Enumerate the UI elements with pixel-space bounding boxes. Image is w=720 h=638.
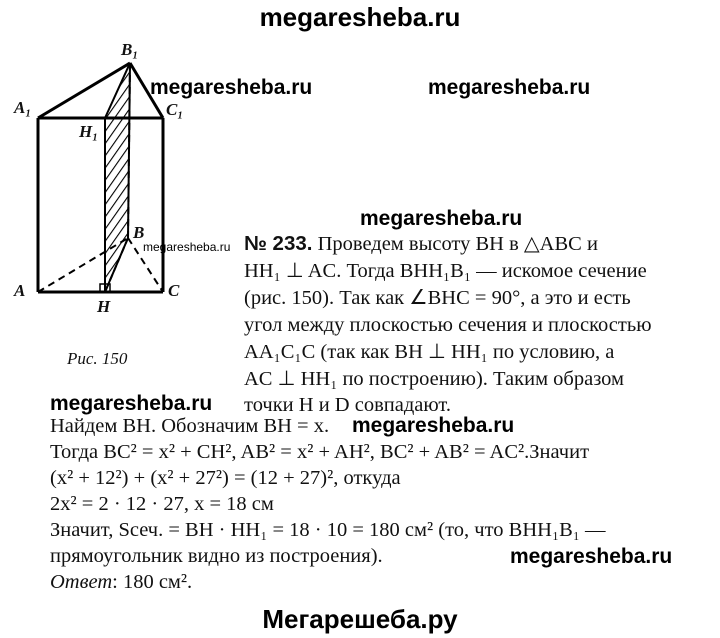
watermark-small: megaresheba.ru — [143, 240, 231, 254]
watermark-left-lower: megaresheba.ru — [50, 392, 213, 415]
problem-line-3: (рис. 150). Так как ∠BHC = 90°, а это и есть — [244, 287, 631, 309]
problem-line-5: AA₁C₁C (так как BH ⊥ HH₁ по условию, а — [244, 341, 615, 363]
label-b: B — [133, 223, 145, 242]
watermark-mid-left: megaresheba.ru — [150, 76, 313, 99]
watermark-bottom-right: megaresheba.ru — [510, 545, 673, 568]
figure-caption: Рис. 150 — [67, 349, 128, 368]
problem-line-7: точки H и D совпадают. — [244, 394, 451, 416]
solution-line-5: Значит, Sсеч. = BH · HH₁ = 18 · 10 = 180 см² (то, что BHH₁B₁ — — [50, 519, 606, 541]
label-h1: H₁ — [79, 122, 99, 141]
solution-line-4: 2x² = 2 · 12 · 27, x = 18 см — [50, 493, 274, 515]
solution-line-1: Найдем BH. Обозначим BH = x. — [50, 415, 330, 437]
watermark-mid-right: megaresheba.ru — [428, 76, 591, 99]
label-a1: A₁ — [14, 98, 32, 117]
watermark-right-lower: megaresheba.ru — [352, 414, 515, 437]
label-c: C — [168, 281, 180, 300]
problem-line-1 — [244, 232, 598, 256]
watermark-center: megaresheba.ru — [360, 207, 523, 230]
label-c1: C₁ — [166, 100, 184, 119]
answer-line — [50, 570, 192, 594]
solution-line-3: (x² + 12²) + (x² + 27²) = (12 + 27)², откуда — [50, 467, 401, 489]
problem-number: № 233. — [244, 232, 313, 255]
watermark-bottom: Мегарешеба.ру — [262, 604, 458, 634]
problem-line-4: угол между плоскостью сечения и плоскостью — [244, 314, 652, 336]
solution-line-2: Тогда BC² = x² + CH², AB² = x² + AH², BC² + AB² = AC².Значит — [50, 441, 590, 463]
problem-line-2: HH₁ ⊥ AC. Тогда BHH₁B₁ — искомое сечение — [244, 260, 647, 282]
watermark-top: megaresheba.ru — [259, 2, 461, 32]
solution-line-6: прямоугольник видно из построения). — [50, 545, 383, 567]
label-a: A — [14, 281, 26, 300]
label-b1: B₁ — [121, 40, 139, 59]
problem-line-6: AC ⊥ HH₁ по построению). Таким образом — [244, 368, 625, 390]
label-h: H — [97, 297, 111, 316]
answer-label: Ответ — [50, 571, 113, 593]
answer-value: : 180 см². — [112, 571, 193, 593]
section-polygon — [105, 63, 130, 292]
problem-line-1-text: Проведем высоту BH в △ABC и — [317, 233, 598, 255]
